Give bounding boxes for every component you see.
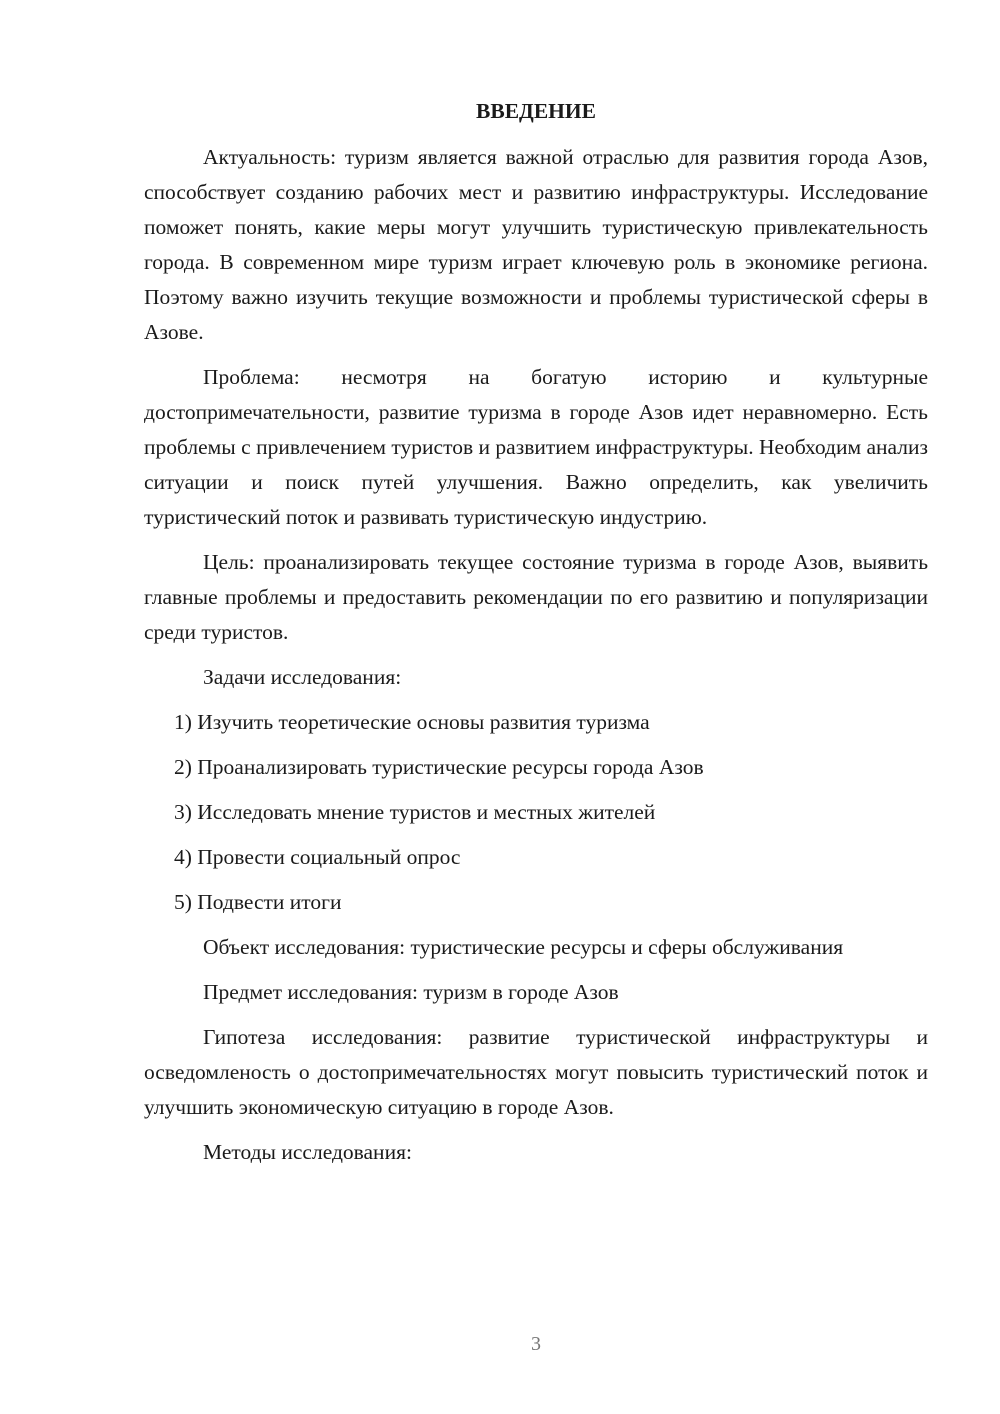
object-paragraph: Объект исследования: туристические ресурсы и сферы обслуживания [203,935,844,959]
tasks-list [144,705,928,920]
list-item: 3) Исследовать мнение туристов и местных жителей [174,800,656,824]
section-title: ВВЕДЕНИЕ [476,99,596,123]
methods-heading: Методы исследования: [203,1140,412,1164]
subject-paragraph: Предмет исследования: туризм в городе Азов [203,980,619,1004]
hypothesis-paragraph: Гипотеза исследования: развитие туристической инфраструктуры и осведомленость о достопримечательностях могут повысить туристический поток и улучшить экономическую ситуацию в городе Азов. [144,1025,928,1119]
list-item: 1) Изучить теоретические основы развития туризма [174,710,650,734]
tasks-heading: Задачи исследования: [203,665,402,689]
page-number: 3 [531,1333,541,1355]
relevance-paragraph: Актуальность: туризм является важной отраслью для развития города Азов, способствует созданию рабочих мест и развитию инфраструктуры. Исследование поможет понять, какие меры могут улучшить туристическую привлекательность города. В современном мире туризм играет ключевую роль в экономике региона. Поэтому важно изучить текущие возможности и проблемы туристической сферы в Азове. [144,145,928,344]
list-item: 2) Проанализировать туристические ресурсы города Азов [174,755,704,779]
goal-paragraph: Цель: проанализировать текущее состояние туризма в городе Азов, выявить главные проблемы и предоставить рекомендации по его развитию и популяризации среди туристов. [144,550,928,644]
list-item: 5) Подвести итоги [174,890,342,914]
list-item: 4) Провести социальный опрос [174,845,461,869]
document-page [144,96,928,1180]
problem-paragraph: Проблема: несмотря на богатую историю и культурные достопримечательности, развитие туризма в городе Азов идет неравномерно. Есть проблемы с привлечением туристов и развитием инфраструктуры. Необходим анализ ситуации и поиск путей улучшения. Важно определить, как увеличить туристический поток и развивать туристическую индустрию. [144,365,928,529]
